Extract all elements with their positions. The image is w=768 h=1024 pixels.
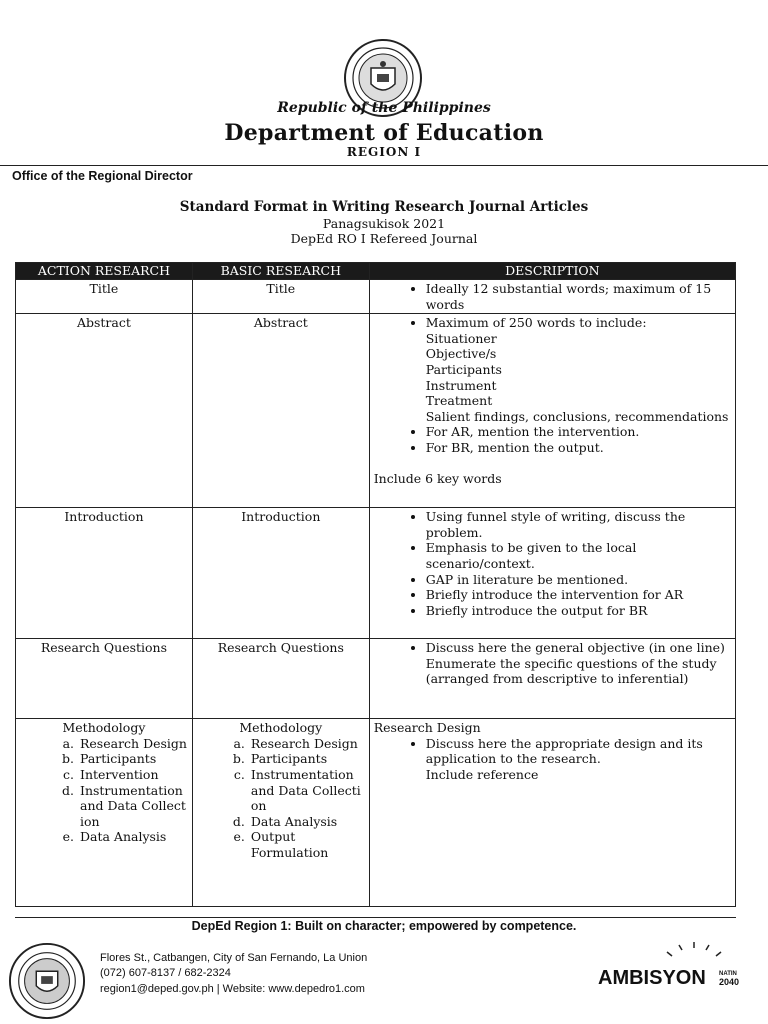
keywords-note: Include 6 key words [373,470,502,486]
ambisyon-natin-text: NATIN [719,971,737,977]
table-row [16,639,736,719]
cell-desc-methodology [369,719,735,907]
sub-item: Participants [425,361,502,377]
cell-desc-title [369,280,735,314]
header-divider [0,165,768,166]
list-item: b. Participants [249,751,365,767]
footer-address: Flores St., Catbangen, City of San Fernando, La Union [100,952,368,964]
region-heading: REGION I [346,145,422,159]
research-design-heading: Research Design [373,720,481,736]
cell-br-research-questions: Research Questions [192,639,369,719]
cell-desc-introduction [369,508,735,639]
list-item: e. Output Formulation [249,829,365,860]
list-item: a. Research Design [249,736,365,752]
footer-divider [15,917,736,918]
list-item: c. Intervention [78,767,188,783]
list-item: • Discuss here the general objective (in one line) [426,640,731,656]
list-item: e. Data Analysis [78,829,188,845]
sub-item: Include reference [425,766,539,782]
sub-item: Instrument [425,377,497,393]
col-header-basic-research: BASIC RESEARCH [192,263,369,280]
cell-br-abstract: Abstract [192,314,369,508]
cell-ar-introduction: Introduction [16,508,193,639]
format-table [15,262,736,907]
ambisyon-natin-logo [598,940,748,996]
ambisyon-text: AMBISYON [598,967,706,989]
cell-br-methodology [192,719,369,907]
list-item: d. Instrumentation and Data Collection [78,783,188,830]
republic-heading: Republic of the Philippines [277,100,491,116]
ambisyon-year-text: 2040 [719,977,740,987]
list-item: • Ideally 12 substantial words; maximum of 15 words [426,281,731,312]
cell-desc-research-questions [369,639,735,719]
region-seal-logo [8,942,86,1020]
document-title: Standard Format in Writing Research Journal Articles [179,199,589,215]
sub-item: Objective/s [425,346,497,362]
sub-item: Salient findings, conclusions, recommendations [425,408,729,424]
table-row [16,314,736,508]
cell-ar-title: Title [16,280,193,314]
sub-item: Situationer [425,330,497,346]
list-item: a. Research Design [78,736,188,752]
list-item: • Briefly introduce the output for BR [426,603,731,619]
methodology-heading: Methodology [239,720,323,736]
list-item: b. Participants [78,751,188,767]
list-item: • Discuss here the appropriate design and its application to the research. [426,736,731,767]
table-header-row [16,263,736,280]
table-row [16,508,736,639]
list-item: • GAP in literature be mentioned. [426,572,731,588]
cell-ar-methodology [16,719,193,907]
cell-br-title: Title [192,280,369,314]
office-label: Office of the Regional Director [12,169,193,183]
list-item: • For AR, mention the intervention. [426,424,731,440]
table-row [16,719,736,907]
sub-item: Enumerate the specific questions of the study (arranged from descriptive to inferential) [425,655,717,687]
sub-item: Treatment [425,393,493,409]
list-item: • Using funnel style of writing, discuss the problem. [426,509,731,540]
cell-desc-abstract [369,314,735,508]
col-header-description: DESCRIPTION [369,263,735,280]
footer-contact: region1@deped.gov.ph | Website: www.depedro1.com [100,983,365,995]
list-item: • Briefly introduce the intervention for AR [426,587,731,603]
cell-br-introduction: Introduction [192,508,369,639]
methodology-heading: Methodology [62,720,146,736]
department-heading: Department of Education [224,120,544,146]
list-item: d. Data Analysis [249,814,365,830]
footer-phone: (072) 607-8137 / 682-2324 [100,967,231,979]
list-item: • For BR, mention the output. [426,440,731,456]
list-item: c. Instrumentation and Data Collection [249,767,365,814]
list-item: • Emphasis to be given to the local scenario/context. [426,540,731,571]
table-row [16,280,736,314]
cell-ar-research-questions: Research Questions [16,639,193,719]
document-subtitle-journal: DepEd RO I Refereed Journal [290,231,478,246]
document-subtitle-event: Panagsukisok 2021 [322,216,446,231]
cell-ar-abstract: Abstract [16,314,193,508]
footer-tagline: DepEd Region 1: Built on character; empowered by competence. [191,919,577,933]
col-header-action-research: ACTION RESEARCH [16,263,193,280]
list-item: • Maximum of 250 words to include: [426,315,731,331]
